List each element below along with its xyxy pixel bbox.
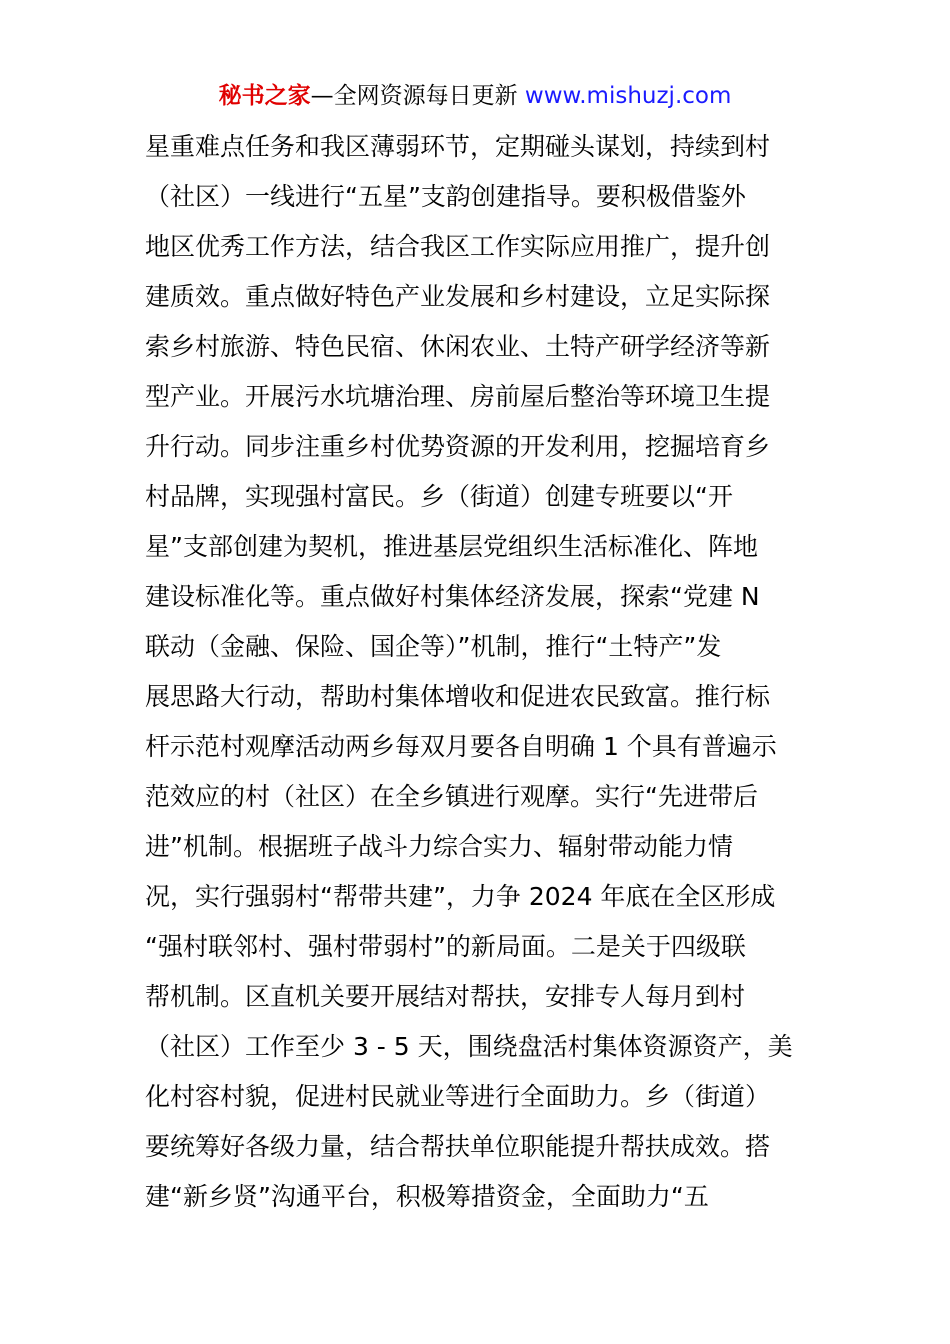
text-line: “强村联邻村、强村带弱村”的新局面。二是关于四级联 <box>145 932 746 961</box>
text-line: 村品牌，实现强村富民。乡（街道）创建专班要以“开 <box>145 482 733 511</box>
text-line: （社区）一线进行“五星”支韵创建指导。要积极借鉴外 <box>145 182 746 211</box>
text-line: 杆示范村观摩活动两乡每双月要各自明确 1 个具有普遍示 <box>145 732 777 761</box>
text-line: 建设标准化等。重点做好村集体经济发展，探索“党建 N <box>145 582 760 611</box>
text-line: 星重难点任务和我区薄弱环节，定期碰头谋划，持续到村 <box>145 132 771 161</box>
text-line: 升行动。同步注重乡村优势资源的开发利用，挖掘培育乡 <box>145 432 771 461</box>
site-tagline: —全网资源每日更新 <box>310 83 525 109</box>
text-line: （社区）工作至少 3 - 5 天，围绕盘活村集体资源资产，美 <box>145 1032 793 1061</box>
text-line: 建质效。重点做好特色产业发展和乡村建设，立足实际探 <box>145 282 771 311</box>
text-line: 星”支部创建为契机，推进基层党组织生活标准化、阵地 <box>145 532 758 561</box>
site-url-link[interactable]: www.mishuzj.com <box>524 83 732 109</box>
text-line: 联动（金融、保险、国企等）”机制，推行“土特产”发 <box>145 632 722 661</box>
text-line: 地区优秀工作方法，结合我区工作实际应用推广，提升创 <box>145 232 771 261</box>
text-line: 进”机制。根据班子战斗力综合实力、辐射带动能力情 <box>145 832 733 861</box>
text-line: 要统筹好各级力量，结合帮扶单位职能提升帮扶成效。搭 <box>145 1132 771 1161</box>
site-brand: 秘书之家 <box>218 83 311 109</box>
text-line: 索乡村旅游、特色民宿、休闲农业、土特产研学经济等新 <box>145 332 771 361</box>
text-line: 建“新乡贤”沟通平台，积极筹措资金，全面助力“五 <box>145 1182 709 1211</box>
text-line: 范效应的村（社区）在全乡镇进行观摩。实行“先进带后 <box>145 782 758 811</box>
document-body <box>145 122 825 1222</box>
text-line: 展思路大行动，帮助村集体增收和促进农民致富。推行标 <box>145 682 771 711</box>
text-line: 帮机制。区直机关要开展结对帮扶，安排专人每月到村 <box>145 982 746 1011</box>
text-line: 化村容村貌，促进村民就业等进行全面助力。乡（街道） <box>145 1082 771 1111</box>
site-header <box>0 80 950 112</box>
text-line: 况，实行强弱村“帮带共建”，力争 2024 年底在全区形成 <box>145 882 776 911</box>
text-line: 型产业。开展污水坑塘治理、房前屋后整治等环境卫生提 <box>145 382 771 411</box>
